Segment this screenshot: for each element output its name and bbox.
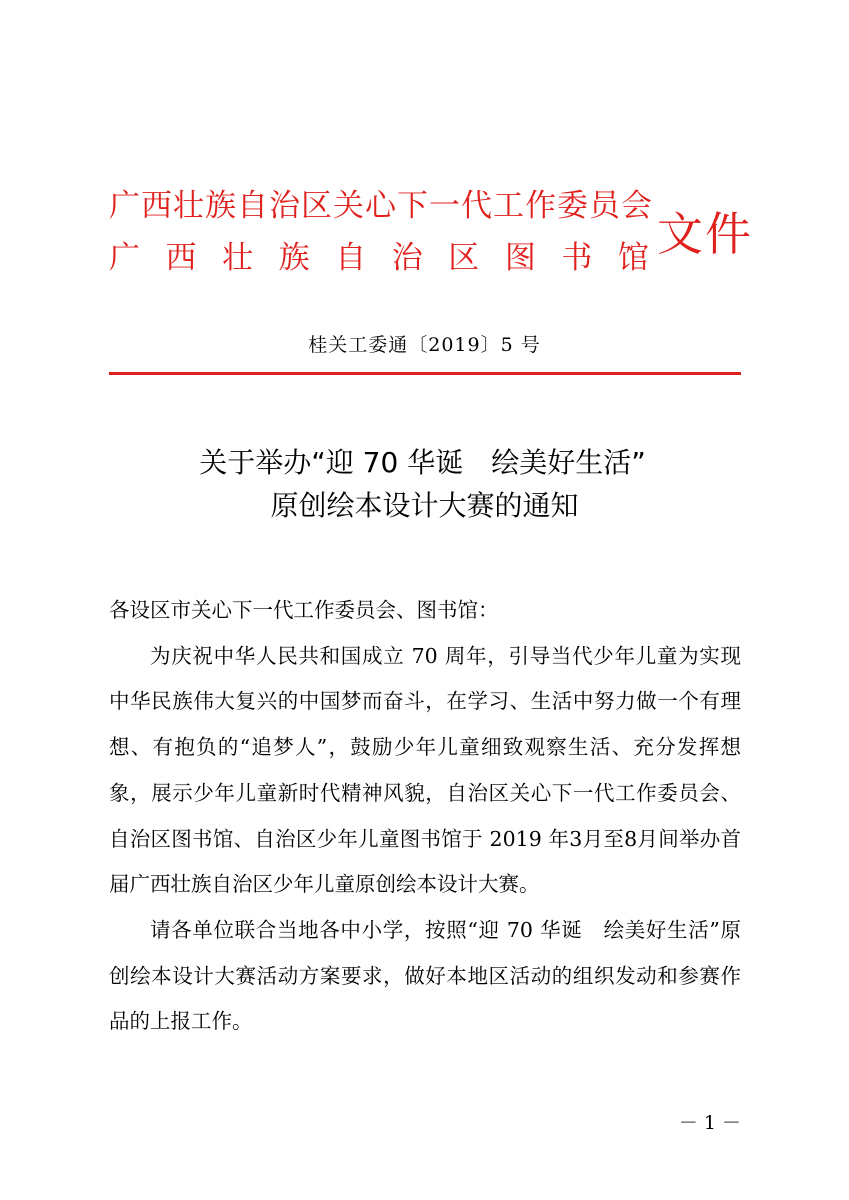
body-paragraph: 为庆祝中华人民共和国成立 70 周年，引导当代少年儿童为实现中华民族伟大复兴的中国梦而奋斗，在学习、生活中努力做一个有理想、有抱负的“追梦人”，鼓励少年儿童细致观察生活、充分发挥想象，展示少年儿童新时代精神风貌，自治区关心下一代工作委员会、自治区图书馆、自治区少年儿童图书馆于 2019 年3月至8月间举办首届广西壮族自治区少年儿童原创绘本设计大赛。 xyxy=(109,643,741,897)
document-title-line-2: 原创绘本设计大赛的通知 xyxy=(270,489,579,522)
issuer-char: 区 xyxy=(448,240,480,276)
issuer-char: 族 xyxy=(278,240,310,276)
issuer-char: 壮 xyxy=(222,240,254,276)
page-number: － 1 － xyxy=(678,1112,741,1134)
issuer-name-library xyxy=(109,238,649,278)
issuer-char: 图 xyxy=(504,240,536,276)
document-body xyxy=(109,588,741,1045)
red-divider-line xyxy=(109,372,741,375)
document-number: 桂关工委通〔2019〕5 号 xyxy=(308,334,541,356)
document-title-line-1: 关于举办“迎 70 华诞 绘美好生活” xyxy=(199,446,646,479)
body-paragraph: 请各单位联合当地各中小学，按照“迎 70 华诞 绘美好生活”原创绘本设计大赛活动方案要求，做好本地区活动的组织发动和参赛作品的上报工作。 xyxy=(109,917,741,1034)
document-type-label: 文件 xyxy=(657,207,753,261)
issuer-char: 馆 xyxy=(617,240,649,276)
salutation: 各设区市关心下一代工作委员会、图书馆： xyxy=(109,598,499,622)
issuer-char: 广 xyxy=(109,240,140,276)
document-header xyxy=(109,186,753,286)
issuer-name-committee: 广西壮族自治区关心下一代工作委员会 xyxy=(109,188,653,224)
issuer-char: 治 xyxy=(391,240,423,276)
issuer-char: 书 xyxy=(561,240,593,276)
issuer-char: 自 xyxy=(335,240,367,276)
issuer-char: 西 xyxy=(165,240,197,276)
